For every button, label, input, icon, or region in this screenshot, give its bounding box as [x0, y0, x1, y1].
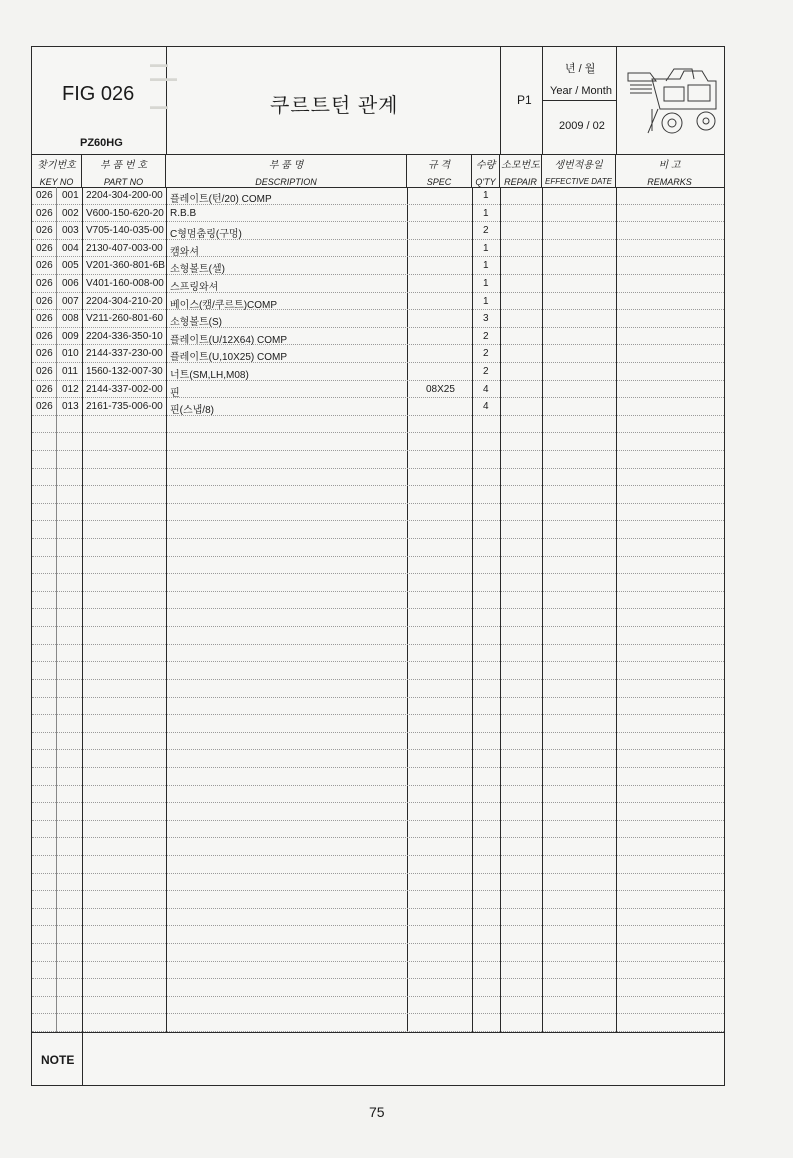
- empty-row: [32, 962, 724, 980]
- model-name: PZ60HG: [80, 137, 123, 149]
- row-fig-number: 026: [36, 295, 53, 307]
- empty-row: [32, 944, 724, 962]
- row-fig-number: 026: [36, 401, 53, 413]
- empty-row: [32, 891, 724, 909]
- row-key-no: 012: [62, 383, 79, 395]
- row-description: 소형볼트(S): [170, 317, 222, 329]
- row-qty: 1: [483, 242, 489, 254]
- row-part-no: 2161-735-006-00: [86, 401, 163, 413]
- col-qty: 수량 Q'TY: [472, 154, 500, 187]
- row-qty: 2: [483, 225, 489, 237]
- empty-row: [32, 1014, 724, 1032]
- row-part-no: 2204-336-350-10: [86, 330, 163, 342]
- row-fig-number: 026: [36, 190, 53, 201]
- row-fig-number: 026: [36, 348, 53, 360]
- year-month-label: Year / Month: [550, 85, 612, 97]
- empty-row: [32, 997, 724, 1015]
- row-qty: 2: [483, 330, 489, 342]
- row-fig-number: 026: [36, 313, 53, 325]
- empty-row: [32, 768, 724, 786]
- row-part-no: 2144-337-002-00: [86, 383, 163, 395]
- row-fig-number: 026: [36, 225, 53, 237]
- row-key-no: 013: [62, 401, 79, 413]
- table-row: [32, 187, 724, 205]
- row-fig-number: 026: [36, 366, 53, 378]
- empty-row: [32, 874, 724, 892]
- row-part-no: 2144-337-230-00: [86, 348, 163, 360]
- table-row: [32, 240, 724, 258]
- fig-number: FIG 026: [62, 83, 135, 105]
- note-label: NOTE: [41, 1053, 75, 1067]
- row-description: 캠와셔: [170, 246, 199, 258]
- table-row: [32, 205, 724, 223]
- table-row: [32, 345, 724, 363]
- row-key-no: 007: [62, 295, 79, 307]
- divider: [542, 100, 616, 101]
- divider: [616, 47, 617, 154]
- table-row: [32, 222, 724, 240]
- row-fig-number: 026: [36, 383, 53, 395]
- col-part-no: 부 품 번 호 PART NO: [82, 154, 166, 187]
- empty-row: [32, 592, 724, 610]
- empty-row: [32, 733, 724, 751]
- row-part-no: V211-260-801-60: [86, 313, 164, 325]
- table-row: [32, 257, 724, 275]
- row-key-no: 006: [62, 278, 79, 290]
- row-description: 핀(스냅/8): [170, 405, 214, 417]
- row-key-no: 003: [62, 225, 79, 237]
- empty-row: [32, 416, 724, 434]
- table-row: [32, 398, 724, 416]
- table-row: [32, 275, 724, 293]
- empty-row: [32, 909, 724, 927]
- empty-row: [32, 662, 724, 680]
- page-title: 쿠르트턴 관계: [270, 95, 399, 117]
- row-key-no: 010: [62, 348, 79, 360]
- row-key-no: 011: [62, 366, 78, 378]
- table-row: [32, 328, 724, 346]
- row-description: 플레이트(U/12X64) COMP: [170, 334, 287, 346]
- col-repair: 소모번도 REPAIR: [500, 154, 542, 187]
- row-part-no: 1560-132-007-30: [86, 366, 163, 378]
- empty-row: [32, 821, 724, 839]
- row-description: 플레이트(U,10X25) COMP: [170, 352, 287, 364]
- empty-row: [32, 715, 724, 733]
- year-month-label-ko: 년 / 월: [565, 63, 596, 75]
- row-fig-number: 026: [36, 278, 53, 290]
- sheet-header: [32, 47, 724, 155]
- row-description: 스프링와셔: [170, 282, 219, 294]
- row-part-no: V600-150-620-20: [86, 207, 164, 219]
- row-qty: 1: [483, 190, 489, 201]
- row-description: 너트(SM,LH,M08): [170, 370, 249, 382]
- empty-row: [32, 486, 724, 504]
- parts-sheet: [31, 46, 725, 1086]
- row-part-no: 2204-304-200-00: [86, 190, 163, 201]
- row-qty: 4: [483, 401, 489, 413]
- row-spec: 08X25: [426, 383, 455, 395]
- empty-row: [32, 451, 724, 469]
- row-qty: 2: [483, 366, 489, 378]
- row-part-no: 2204-304-210-20: [86, 295, 163, 307]
- row-key-no: 002: [62, 207, 79, 219]
- empty-row: [32, 627, 724, 645]
- row-key-no: 005: [62, 260, 79, 272]
- row-part-no: V705-140-035-00: [86, 225, 164, 237]
- row-part-no: V401-160-008-00: [86, 278, 164, 290]
- row-qty: 1: [483, 278, 489, 290]
- row-key-no: 004: [62, 242, 79, 254]
- parts-table-body: [32, 187, 724, 1032]
- col-description: 부 품 명 DESCRIPTION: [166, 154, 407, 187]
- empty-row: [32, 504, 724, 522]
- row-part-no: V201-360-801-6B: [86, 260, 165, 272]
- empty-row: [32, 856, 724, 874]
- row-fig-number: 026: [36, 242, 53, 254]
- row-qty: 1: [483, 260, 489, 272]
- row-description: 소형볼트(셀): [170, 264, 225, 276]
- row-fig-number: 026: [36, 330, 53, 342]
- faded-stamp: ▬▬ ▬▬▬ ▬▬: [150, 59, 177, 111]
- empty-row: [32, 926, 724, 944]
- empty-row: [32, 838, 724, 856]
- row-qty: 1: [483, 207, 489, 219]
- rice-transplanter-icon: [622, 59, 722, 143]
- empty-row: [32, 680, 724, 698]
- row-qty: 2: [483, 348, 489, 360]
- row-description: C형멈춤링(구멍): [170, 229, 242, 241]
- page-number: 75: [369, 1104, 385, 1120]
- row-description: 핀: [170, 387, 180, 399]
- col-remarks: 비 고 REMARKS: [647, 160, 692, 187]
- empty-row: [32, 610, 724, 628]
- empty-row: [32, 750, 724, 768]
- row-description: 플레이트(턴/20) COMP: [170, 194, 272, 205]
- divider: [500, 47, 501, 154]
- table-row: [32, 381, 724, 399]
- row-key-no: 009: [62, 330, 79, 342]
- row-fig-number: 026: [36, 207, 53, 219]
- empty-row: [32, 433, 724, 451]
- note-section: [32, 1032, 724, 1086]
- row-fig-number: 026: [36, 260, 53, 272]
- empty-row: [32, 557, 724, 575]
- empty-row: [32, 979, 724, 997]
- empty-row: [32, 803, 724, 821]
- row-key-no: 001: [62, 190, 79, 201]
- row-description: 베이스(캠/쿠르트)COMP: [170, 299, 278, 311]
- year-month-value: 2009 / 02: [559, 120, 605, 132]
- table-row: [32, 293, 724, 311]
- divider: [82, 1033, 83, 1086]
- col-spec: 규 격 SPEC: [407, 154, 472, 187]
- table-row: [32, 310, 724, 328]
- empty-row: [32, 469, 724, 487]
- row-qty: 1: [483, 295, 489, 307]
- row-description: R.B.B: [170, 207, 197, 219]
- empty-row: [32, 521, 724, 539]
- row-qty: 4: [483, 383, 489, 395]
- empty-row: [32, 698, 724, 716]
- empty-row: [32, 786, 724, 804]
- table-header: [32, 154, 724, 188]
- col-effective-date: 생번적용일 EFFECTIVE DATE: [542, 154, 616, 187]
- table-row: [32, 363, 724, 381]
- empty-row: [32, 574, 724, 592]
- row-qty: 3: [483, 313, 489, 325]
- empty-row: [32, 645, 724, 663]
- col-key-no: 찾기번호 KEY NO: [32, 154, 82, 187]
- empty-row: [32, 539, 724, 557]
- row-part-no: 2130-407-003-00: [86, 242, 163, 254]
- page-code: P1: [517, 93, 532, 107]
- row-key-no: 008: [62, 313, 79, 325]
